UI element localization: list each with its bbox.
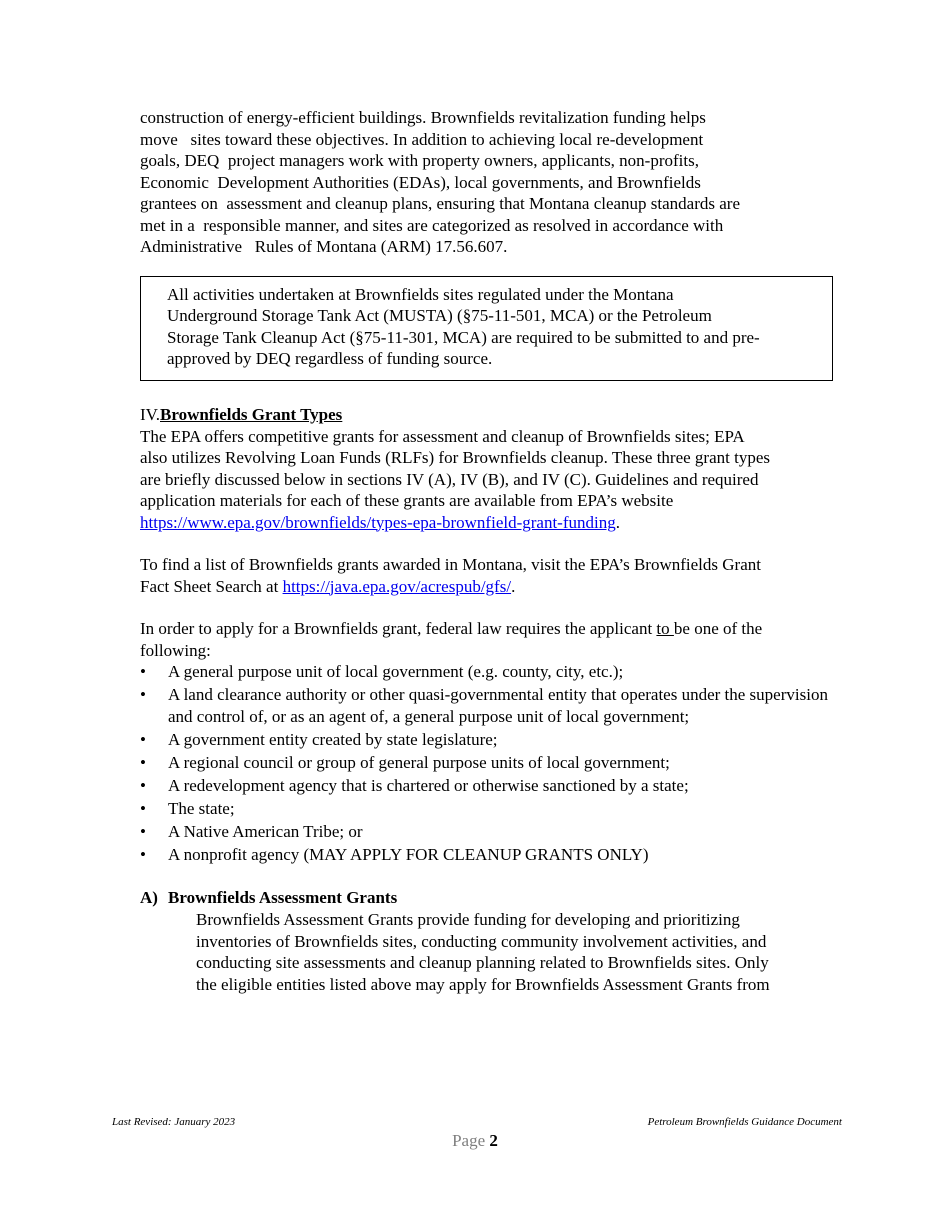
bullet-icon: • bbox=[140, 730, 146, 749]
page-number bbox=[0, 1131, 950, 1151]
paragraph-line: To find a list of Brownfields grants awarded in Montana, visit the EPA’s Brownfields Grant bbox=[140, 555, 761, 574]
paragraph-line: In order to apply for a Brownfields grant, federal law requires the applicant to be one of the bbox=[140, 619, 763, 638]
subsection-body bbox=[196, 909, 840, 995]
paragraph-line: following: bbox=[140, 640, 211, 660]
bullet-icon: • bbox=[140, 776, 146, 795]
eligibility-paragraph bbox=[140, 618, 840, 661]
paragraph-line: the eligible entities listed above may apply for Brownfields Assessment Grants from bbox=[196, 974, 770, 994]
bullet-icon: • bbox=[140, 662, 146, 681]
list-item: • A land clearance authority or other quasi-governmental entity that operates under the supervision and control of, or as an agent of, a general purpose unit of local government; bbox=[140, 685, 828, 726]
section-numeral: IV. bbox=[140, 404, 160, 424]
paragraph-line: Fact Sheet Search at https://java.epa.gov/acrespub/gfs/. bbox=[140, 576, 516, 596]
footer-document-title: Petroleum Brownfields Guidance Document bbox=[647, 1116, 842, 1128]
paragraph-line: inventories of Brownfields sites, conducting community involvement activities, and bbox=[196, 931, 767, 951]
eligible-entities-list bbox=[140, 661, 840, 866]
intro-line: Economic Development Authorities (EDAs), local governments, and Brownfields bbox=[140, 172, 701, 192]
grant-search-paragraph bbox=[140, 554, 840, 597]
paragraph-line: application materials for each of these grants are available from EPA’s website bbox=[140, 491, 674, 510]
list-item: • The state; bbox=[140, 799, 235, 818]
list-item: • A Native American Tribe; or bbox=[140, 822, 363, 841]
notice-box bbox=[140, 276, 833, 381]
bullet-icon: • bbox=[140, 753, 146, 772]
paragraph-line: Brownfields Assessment Grants provide funding for developing and prioritizing bbox=[196, 910, 740, 929]
notice-line: Underground Storage Tank Act (MUSTA) (§75-11-501, MCA) or the Petroleum bbox=[167, 306, 712, 325]
section-title: Brownfields Grant Types bbox=[160, 404, 343, 424]
subsection-letter: A) bbox=[140, 888, 158, 907]
notice-line: Storage Tank Cleanup Act (§75-11-301, MCA) are required to be submitted to and pre- bbox=[167, 327, 760, 347]
epa-grant-funding-link[interactable]: https://www.epa.gov/brownfields/types-epa-brownfield-grant-funding bbox=[140, 512, 616, 532]
grant-fact-sheet-link[interactable]: https://java.epa.gov/acrespub/gfs/ bbox=[282, 576, 512, 596]
notice-line: All activities undertaken at Brownfields sites regulated under the Montana bbox=[167, 284, 674, 304]
paragraph-line: also utilizes Revolving Loan Funds (RLFs) for Brownfields cleanup. These three grant types bbox=[140, 448, 770, 467]
intro-paragraph bbox=[140, 107, 840, 258]
page-number-value: 2 bbox=[489, 1131, 498, 1150]
list-item: • A redevelopment agency that is chartered or otherwise sanctioned by a state; bbox=[140, 776, 689, 795]
subsection-title: Brownfields Assessment Grants bbox=[168, 888, 398, 907]
list-item: • A nonprofit agency (MAY APPLY FOR CLEANUP GRANTS ONLY) bbox=[140, 845, 649, 864]
grant-types-paragraph bbox=[140, 426, 840, 534]
page-label: Page bbox=[452, 1131, 486, 1150]
subsection-heading bbox=[140, 887, 840, 909]
intro-line: goals, DEQ project managers work with property owners, applicants, non-profits, bbox=[140, 151, 699, 170]
footer-revised-date: Last Revised: January 2023 bbox=[112, 1116, 236, 1128]
bullet-icon: • bbox=[140, 685, 146, 704]
paragraph-line: conducting site assessments and cleanup planning related to Brownfields sites. Only bbox=[196, 953, 769, 972]
paragraph-line: https://www.epa.gov/brownfields/types-epa-brownfield-grant-funding. bbox=[140, 512, 620, 532]
document-page bbox=[140, 107, 840, 995]
paragraph-line: The EPA offers competitive grants for assessment and cleanup of Brownfields sites; EPA bbox=[140, 426, 745, 446]
intro-line: construction of energy-efficient buildings. Brownfields revitalization funding helps bbox=[140, 108, 706, 127]
bullet-icon: • bbox=[140, 822, 146, 841]
notice-line: approved by DEQ regardless of funding source. bbox=[167, 349, 493, 368]
list-item: • A regional council or group of general purpose units of local government; bbox=[140, 753, 670, 772]
paragraph-line: are briefly discussed below in sections IV (A), IV (B), and IV (C). Guidelines and required bbox=[140, 469, 759, 489]
list-item: • A government entity created by state legislature; bbox=[140, 730, 498, 749]
intro-line: Administrative Rules of Montana (ARM) 17.56.607. bbox=[140, 237, 508, 256]
list-item: • A general purpose unit of local government (e.g. county, city, etc.); bbox=[140, 662, 624, 681]
intro-line: move sites toward these objectives. In addition to achieving local re-development bbox=[140, 129, 704, 149]
intro-line: grantees on assessment and cleanup plans, ensuring that Montana cleanup standards are bbox=[140, 194, 741, 213]
bullet-icon: • bbox=[140, 799, 146, 818]
bullet-icon: • bbox=[140, 845, 146, 864]
intro-line: met in a responsible manner, and sites are categorized as resolved in accordance with bbox=[140, 215, 724, 235]
section-heading bbox=[140, 404, 840, 426]
